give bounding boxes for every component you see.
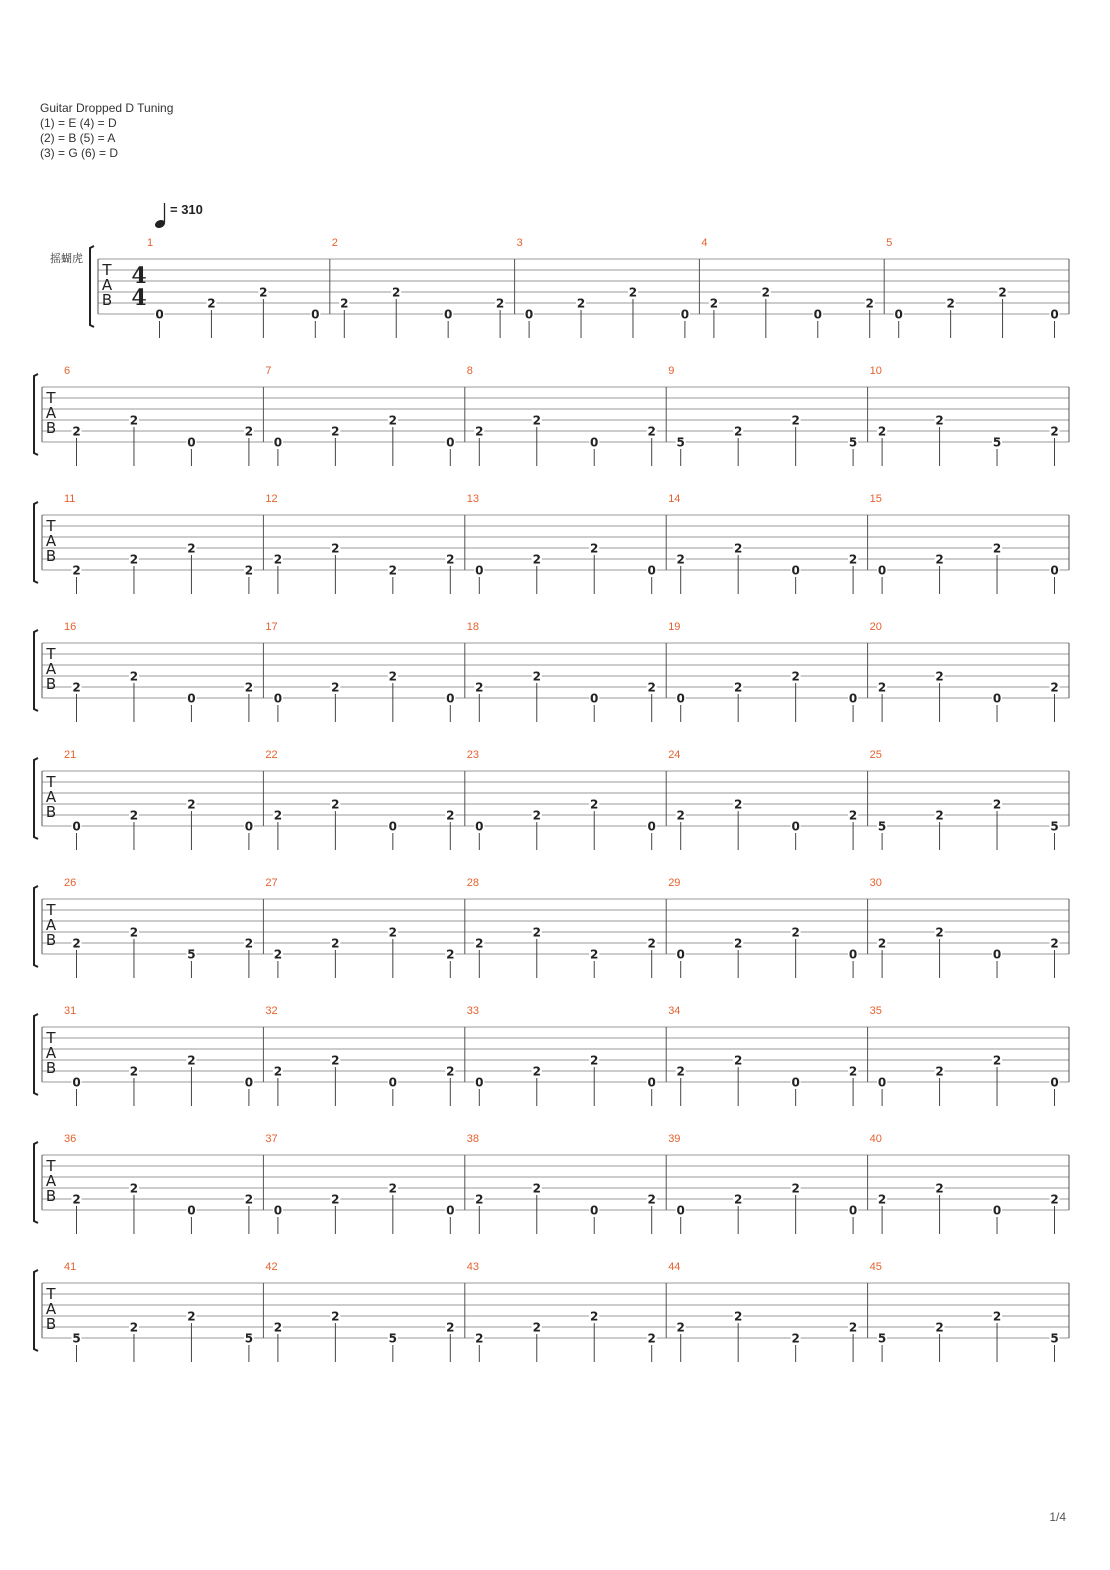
fret-number: 2 (992, 1309, 1002, 1324)
system-brace (34, 502, 38, 583)
tab-clef-letter: B (45, 1187, 57, 1205)
fret-number: 0 (647, 563, 656, 578)
measure-number: 5 (886, 237, 893, 249)
fret-number: 2 (388, 413, 398, 428)
fret-number: 2 (590, 1053, 599, 1068)
fret-number: 2 (244, 563, 254, 578)
tab-clef-letter: A (45, 404, 57, 422)
fret-number: 2 (590, 541, 599, 556)
fret-number: 0 (475, 819, 484, 834)
fret-number: 2 (475, 680, 484, 695)
fret-number: 2 (647, 680, 656, 695)
tab-system (90, 237, 1069, 338)
fret-number: 2 (532, 1064, 541, 1079)
tab-clef-letter: A (45, 788, 57, 806)
tab-clef-letter: T (46, 517, 56, 535)
fret-number: 2 (129, 1064, 139, 1079)
tab-system (34, 493, 1069, 594)
measure-number: 24 (668, 749, 681, 761)
measure-number: 9 (668, 365, 675, 377)
fret-number: 5 (877, 819, 887, 834)
fret-number: 2 (532, 1320, 541, 1335)
fret-number: 2 (129, 925, 139, 940)
tab-clef-letter: T (46, 1157, 56, 1175)
fret-number: 2 (388, 563, 398, 578)
fret-number: 0 (187, 1203, 196, 1218)
system-brace (34, 374, 38, 455)
fret-number: 2 (129, 669, 139, 684)
fret-number: 2 (129, 413, 139, 428)
fret-number: 2 (877, 936, 887, 951)
fret-number: 2 (848, 1320, 858, 1335)
measure-number: 35 (869, 1005, 882, 1017)
fret-number: 2 (992, 797, 1002, 812)
system-brace (34, 1142, 38, 1223)
fret-number: 2 (1050, 936, 1059, 951)
fret-number: 0 (676, 1203, 685, 1218)
fret-number: 2 (244, 1192, 254, 1207)
fret-number: 0 (676, 691, 685, 706)
fret-number: 2 (647, 1192, 656, 1207)
measure-number: 17 (265, 621, 278, 633)
fret-number: 2 (647, 424, 656, 439)
measure-number: 22 (265, 749, 278, 761)
fret-number: 2 (946, 296, 955, 311)
fret-number: 2 (273, 947, 283, 962)
fret-number: 2 (331, 936, 340, 951)
fret-number: 5 (1050, 1331, 1059, 1346)
fret-number: 2 (935, 925, 944, 940)
tuning-title: Guitar Dropped D Tuning (40, 101, 174, 115)
fret-number: 2 (1050, 424, 1059, 439)
fret-number: 2 (733, 680, 743, 695)
fret-number: 5 (992, 435, 1002, 450)
fret-number: 2 (709, 296, 719, 311)
fret-number: 0 (647, 819, 656, 834)
fret-number: 2 (244, 936, 254, 951)
fret-number: 2 (532, 413, 541, 428)
fret-number: 0 (1050, 307, 1059, 322)
measure-number: 14 (668, 493, 681, 505)
fret-number: 2 (388, 925, 398, 940)
fret-number: 2 (647, 1331, 656, 1346)
fret-number: 2 (475, 1192, 484, 1207)
fret-number: 2 (331, 680, 340, 695)
fret-number: 2 (992, 541, 1002, 556)
tuning-line: (3) = G (6) = D (40, 146, 119, 160)
fret-number: 2 (532, 925, 541, 940)
fret-number: 2 (187, 1309, 196, 1324)
fret-number: 2 (392, 285, 401, 300)
measure-number: 26 (64, 877, 77, 889)
tempo-marking (154, 202, 203, 229)
tab-clef-letter: T (46, 1285, 56, 1303)
fret-number: 2 (331, 424, 340, 439)
fret-number: 2 (187, 1053, 196, 1068)
fret-number: 2 (72, 563, 81, 578)
fret-number: 0 (894, 307, 903, 322)
fret-number: 2 (532, 808, 541, 823)
measure-number: 37 (265, 1133, 278, 1145)
fret-number: 2 (129, 808, 139, 823)
tab-system (34, 1005, 1069, 1106)
tab-clef-letter: A (101, 276, 113, 294)
fret-number: 2 (1050, 1192, 1059, 1207)
fret-number: 0 (791, 1075, 800, 1090)
measure-number: 27 (265, 877, 278, 889)
fret-number: 0 (590, 691, 599, 706)
fret-number: 2 (935, 413, 944, 428)
tab-clef-letter: T (46, 773, 56, 791)
fret-number: 0 (446, 435, 455, 450)
fret-number: 0 (72, 1075, 81, 1090)
time-signature-numerator: 4 (131, 263, 147, 289)
system-brace (90, 246, 94, 327)
tab-clef-letter: B (101, 291, 113, 309)
fret-number: 2 (992, 1053, 1002, 1068)
tab-clef-letter: A (45, 1172, 57, 1190)
measure-number: 20 (869, 621, 882, 633)
measure-number: 31 (64, 1005, 77, 1017)
fret-number: 2 (676, 552, 685, 567)
measure-number: 3 (516, 237, 523, 249)
system-brace (34, 758, 38, 839)
tab-clef-letter: B (45, 1059, 57, 1077)
fret-number: 2 (935, 808, 944, 823)
fret-number: 2 (935, 669, 944, 684)
measure-number: 8 (466, 365, 473, 377)
fret-number: 0 (475, 563, 484, 578)
fret-number: 2 (331, 1192, 340, 1207)
fret-number: 2 (576, 296, 586, 311)
tab-clef-letter: B (45, 547, 57, 565)
fret-number: 0 (992, 1203, 1002, 1218)
fret-number: 2 (259, 285, 268, 300)
fret-number: 2 (935, 552, 944, 567)
measure-number: 4 (701, 237, 708, 249)
fret-number: 2 (791, 925, 800, 940)
time-signature-denominator: 4 (131, 285, 147, 311)
tab-system (34, 1133, 1069, 1234)
fret-number: 5 (848, 435, 858, 450)
tab-system (34, 749, 1069, 850)
fret-number: 0 (244, 1075, 254, 1090)
fret-number: 5 (676, 435, 685, 450)
measure-number: 19 (668, 621, 681, 633)
fret-number: 0 (443, 307, 453, 322)
fret-number: 2 (733, 424, 743, 439)
tab-clef-letter: T (46, 901, 56, 919)
fret-number: 2 (848, 808, 858, 823)
system-brace (34, 886, 38, 967)
track-name: 摇蝴虎 (50, 252, 83, 265)
fret-number: 0 (273, 1203, 283, 1218)
measure-number: 1 (147, 237, 154, 249)
fret-number: 2 (935, 1181, 944, 1196)
tempo-label: = 310 (170, 202, 203, 217)
fret-number: 2 (848, 552, 858, 567)
measure-number: 36 (64, 1133, 77, 1145)
measure-number: 29 (668, 877, 681, 889)
measure-number: 42 (265, 1261, 278, 1273)
fret-number: 2 (865, 296, 874, 311)
fret-number: 2 (791, 669, 800, 684)
fret-number: 2 (495, 296, 505, 311)
fret-number: 2 (532, 669, 541, 684)
tab-clef-letter: T (102, 261, 112, 279)
fret-number: 2 (733, 1309, 743, 1324)
fret-number: 2 (273, 808, 283, 823)
fret-number: 2 (791, 413, 800, 428)
tab-system (34, 877, 1069, 978)
fret-number: 2 (273, 552, 283, 567)
system-brace (34, 1270, 38, 1351)
fret-number: 2 (187, 541, 196, 556)
fret-number: 2 (446, 1320, 455, 1335)
fret-number: 2 (446, 1064, 455, 1079)
tab-clef-letter: A (45, 1300, 57, 1318)
fret-number: 2 (532, 1181, 541, 1196)
measure-number: 23 (466, 749, 480, 761)
measure-number: 40 (869, 1133, 882, 1145)
fret-number: 0 (446, 691, 455, 706)
tab-clef-letter: B (45, 419, 57, 437)
fret-number: 2 (72, 936, 81, 951)
fret-number: 2 (733, 936, 743, 951)
fret-number: 2 (331, 1053, 340, 1068)
fret-number: 0 (388, 1075, 398, 1090)
measure-number: 28 (466, 877, 480, 889)
fret-number: 2 (676, 1320, 685, 1335)
fret-number: 2 (273, 1320, 283, 1335)
fret-number: 2 (733, 1053, 743, 1068)
fret-number: 2 (72, 1192, 81, 1207)
measure-number: 13 (466, 493, 480, 505)
tuning-line: (1) = E (4) = D (40, 116, 117, 130)
tuning-line: (2) = B (5) = A (40, 131, 116, 145)
tab-clef-letter: T (46, 1029, 56, 1047)
fret-number: 5 (877, 1331, 887, 1346)
tab-clef-letter: T (46, 389, 56, 407)
fret-number: 2 (207, 296, 216, 311)
fret-number: 2 (935, 1064, 944, 1079)
fret-number: 2 (877, 1192, 887, 1207)
fret-number: 2 (877, 680, 887, 695)
fret-number: 2 (475, 1331, 484, 1346)
fret-number: 2 (733, 797, 743, 812)
fret-number: 0 (244, 819, 254, 834)
fret-number: 2 (848, 1064, 858, 1079)
fret-number: 2 (676, 808, 685, 823)
tab-clef-letter: A (45, 660, 57, 678)
measure-number: 39 (668, 1133, 681, 1145)
tab-system (34, 1261, 1069, 1362)
measure-number: 34 (668, 1005, 681, 1017)
measure-number: 10 (869, 365, 882, 377)
fret-number: 0 (187, 435, 196, 450)
fret-number: 0 (446, 1203, 455, 1218)
fret-number: 2 (72, 680, 81, 695)
tab-clef-letter: B (45, 931, 57, 949)
tab-clef-letter: B (45, 1315, 57, 1333)
fret-number: 0 (155, 307, 164, 322)
fret-number: 0 (273, 435, 283, 450)
fret-number: 0 (590, 1203, 599, 1218)
fret-number: 0 (813, 307, 822, 322)
fret-number: 2 (877, 424, 887, 439)
fret-number: 5 (1050, 819, 1059, 834)
tab-clef-letter: A (45, 532, 57, 550)
fret-number: 0 (791, 563, 800, 578)
fret-number: 2 (935, 1320, 944, 1335)
fret-number: 2 (761, 285, 771, 300)
quarter-note-icon (154, 203, 166, 229)
fret-number: 0 (992, 691, 1002, 706)
tab-system (34, 621, 1069, 722)
fret-number: 0 (676, 947, 685, 962)
fret-number: 2 (331, 797, 340, 812)
fret-number: 0 (388, 819, 398, 834)
measure-number: 41 (64, 1261, 77, 1273)
fret-number: 2 (446, 552, 455, 567)
fret-number: 2 (532, 552, 541, 567)
fret-number: 2 (244, 680, 254, 695)
measure-number: 38 (466, 1133, 480, 1145)
measure-number: 44 (668, 1261, 681, 1273)
fret-number: 2 (331, 541, 340, 556)
measure-number: 32 (265, 1005, 278, 1017)
measure-number: 15 (869, 493, 882, 505)
measure-number: 2 (331, 237, 338, 249)
fret-number: 2 (129, 1320, 139, 1335)
fret-number: 2 (590, 797, 599, 812)
measure-number: 30 (869, 877, 882, 889)
fret-number: 2 (791, 1181, 800, 1196)
measure-number: 16 (64, 621, 77, 633)
fret-number: 2 (475, 936, 484, 951)
measure-number: 6 (64, 365, 71, 377)
measure-number: 7 (265, 365, 272, 377)
tab-system (34, 365, 1069, 466)
measure-number: 25 (869, 749, 882, 761)
fret-number: 0 (848, 947, 858, 962)
fret-number: 2 (340, 296, 349, 311)
fret-number: 2 (187, 797, 196, 812)
fret-number: 2 (388, 669, 398, 684)
fret-number: 0 (187, 691, 196, 706)
tab-clef-letter: A (45, 916, 57, 934)
fret-number: 0 (848, 691, 858, 706)
fret-number: 0 (877, 563, 887, 578)
measure-number: 18 (466, 621, 480, 633)
fret-number: 2 (129, 552, 139, 567)
fret-number: 0 (590, 435, 599, 450)
fret-number: 0 (524, 307, 534, 322)
fret-number: 2 (998, 285, 1007, 300)
fret-number: 0 (273, 691, 283, 706)
fret-number: 2 (446, 808, 455, 823)
system-brace (34, 1014, 38, 1095)
measure-number: 12 (265, 493, 278, 505)
tab-clef-letter: T (46, 645, 56, 663)
fret-number: 2 (676, 1064, 685, 1079)
fret-number: 2 (446, 947, 455, 962)
fret-number: 0 (848, 1203, 858, 1218)
fret-number: 0 (877, 1075, 887, 1090)
fret-number: 2 (129, 1181, 139, 1196)
fret-number: 2 (791, 1331, 800, 1346)
measure-number: 21 (64, 749, 77, 761)
fret-number: 5 (244, 1331, 254, 1346)
fret-number: 2 (733, 1192, 743, 1207)
page-number: 1/4 (1049, 1510, 1066, 1524)
fret-number: 2 (733, 541, 743, 556)
fret-number: 5 (187, 947, 196, 962)
measure-number: 45 (869, 1261, 882, 1273)
measure-number: 43 (466, 1261, 480, 1273)
fret-number: 2 (628, 285, 638, 300)
fret-number: 2 (475, 424, 484, 439)
fret-number: 2 (244, 424, 254, 439)
fret-number: 0 (791, 819, 800, 834)
fret-number: 0 (647, 1075, 656, 1090)
tab-clef-letter: A (45, 1044, 57, 1062)
fret-number: 2 (331, 1309, 340, 1324)
fret-number: 0 (992, 947, 1002, 962)
fret-number: 5 (388, 1331, 398, 1346)
fret-number: 5 (72, 1331, 81, 1346)
fret-number: 2 (273, 1064, 283, 1079)
measure-number: 33 (466, 1005, 480, 1017)
fret-number: 2 (72, 424, 81, 439)
system-brace (34, 630, 38, 711)
fret-number: 0 (72, 819, 81, 834)
fret-number: 0 (311, 307, 320, 322)
fret-number: 0 (1050, 563, 1059, 578)
fret-number: 0 (475, 1075, 484, 1090)
fret-number: 2 (590, 1309, 599, 1324)
fret-number: 0 (680, 307, 690, 322)
fret-number: 2 (590, 947, 599, 962)
tab-clef-letter: B (45, 803, 57, 821)
tab-clef-letter: B (45, 675, 57, 693)
fret-number: 2 (1050, 680, 1059, 695)
fret-number: 0 (1050, 1075, 1059, 1090)
fret-number: 2 (647, 936, 656, 951)
fret-number: 2 (388, 1181, 398, 1196)
measure-number: 11 (64, 493, 76, 505)
